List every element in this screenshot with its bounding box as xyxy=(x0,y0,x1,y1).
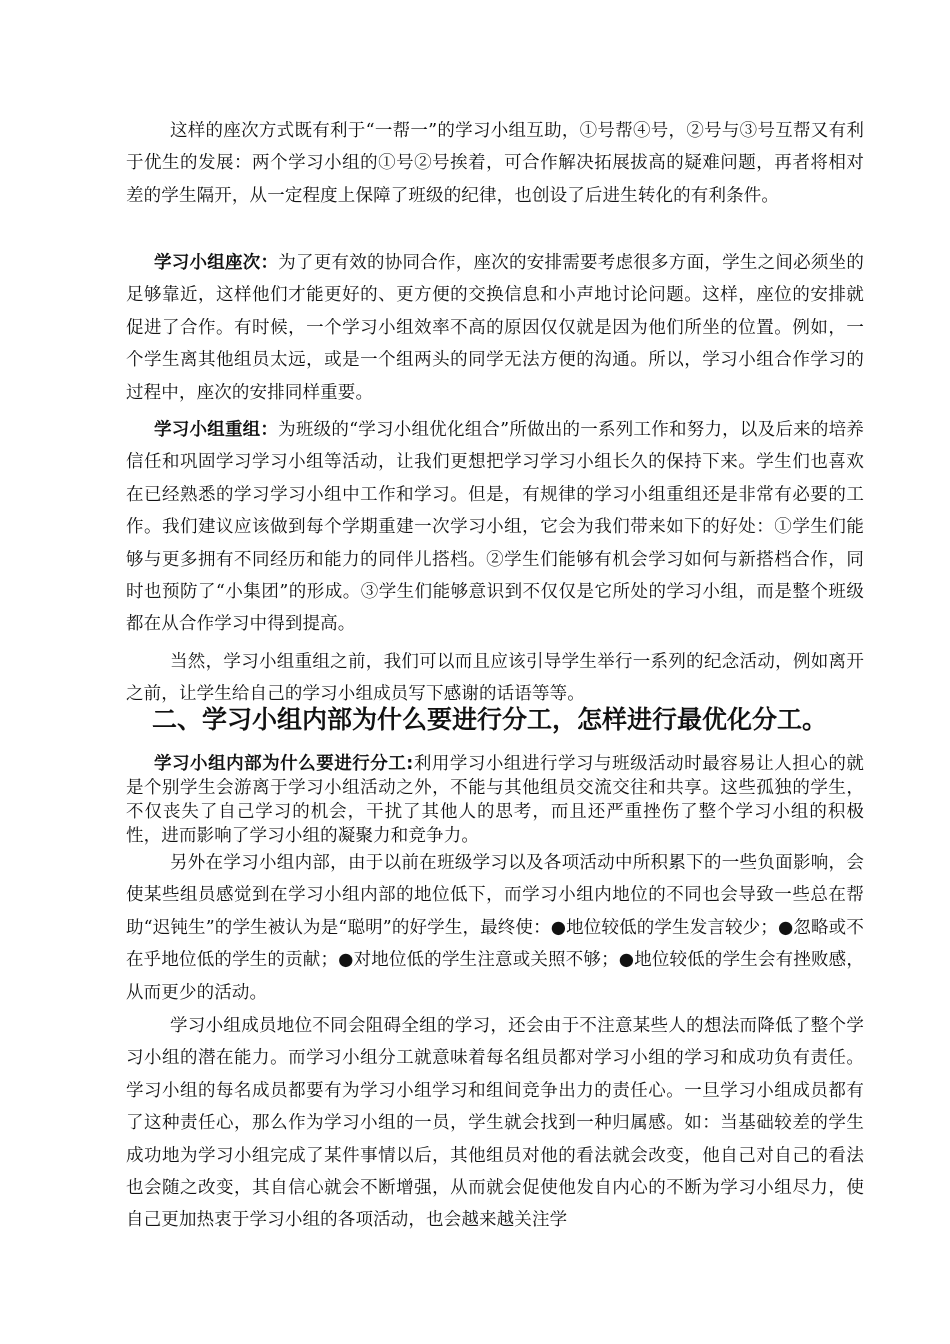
paragraph-lead: 学习小组重组： xyxy=(154,420,279,440)
section-heading: 二、学习小组内部为什么要进行分工，怎样进行最优化分工。 xyxy=(152,705,828,734)
paragraph-text: 利用学习小组进行学习与班级活动时最容易让人担心的就是个别学生会游离于学习小组活动之外，不能与其他组员交流交往和共享。这些孤独的学生，不仅丧失了自己学习的机会，干扰了其他人的思考，而且还严重挫伤了整个学习小组的积极性，进而影响了学习小组的凝聚力和竞争力。 xyxy=(126,754,864,846)
paragraph-text: 为班级的“学习小组优化组合”所做出的一系列工作和努力，以及后来的培养信任和巩固学习学习小组等活动，让我们更想把学习学习小组长久的保持下来。学生们也喜欢在已经熟悉的学习学习小组中工作和学习。但是，有规律的学习小组重组还是非常有必要的工作。我们建议应该做到每个学期重建一次学习小组，它会为我们带来如下的好处：①学生们能够与更多拥有不同经历和能力的同伴儿搭档。②学生们能够有机会学习如何与新搭档合作，同时也预防了“小集团”的形成。③学生们能够意识到不仅仅是它所处的学习小组，而是整个班级都在从合作学习中得到提高。 xyxy=(126,420,864,635)
paragraph-seating-benefits xyxy=(126,115,864,212)
paragraph-group-seating xyxy=(126,247,864,409)
paragraph-responsibility xyxy=(126,1010,864,1237)
paragraph-lead: 学习小组座次： xyxy=(154,253,279,273)
paragraph-why-divide-work xyxy=(126,752,864,848)
paragraph-status-differences xyxy=(126,847,864,1009)
paragraph-text: 当然，学习小组重组之前，我们可以而且应该引导学生举行一系列的纪念活动，例如离开之前，让学生给自己的学习小组成员写下感谢的话语等等。 xyxy=(126,652,864,705)
paragraph-lead: 学习小组内部为什么要进行分工: xyxy=(154,754,414,774)
paragraph-group-reorganization xyxy=(126,414,864,641)
paragraph-text: 这样的座次方式既有利于“一帮一”的学习小组互助，①号帮④号，②号与③号互帮又有利于优生的发展：两个学习小组的①号②号挨着，可合作解决拓展拔高的疑难问题，再者将相对差的学生隔开，从一定程度上保障了班级的纪律，也创设了后进生转化的有利条件。 xyxy=(126,121,864,206)
paragraph-text: 另外在学习小组内部，由于以前在班级学习以及各项活动中所积累下的一些负面影响，会使某些组员感觉到在学习小组内部的地位低下，而学习小组内地位的不同也会导致一些总在帮助“迟钝生”的学生被认为是“聪明”的好学生，最终使：●地位较低的学生发言较少；●忽略或不在乎地位低的学生的贡献；●对地位低的学生注意或关照不够；●地位较低的学生会有挫败感，从而更少的活动。 xyxy=(126,853,864,1003)
paragraph-text: 学习小组成员地位不同会阻碍全组的学习，还会由于不注意某些人的想法而降低了整个学习小组的潜在能力。而学习小组分工就意味着每名组员都对学习小组的学习和成功负有责任。学习小组的每名成员都要有为学习小组学习和组间竞争出力的责任心。一旦学习小组成员都有了这种责任心，那么作为学习小组的一员，学生就会找到一种归属感。如：当基础较差的学生成功地为学习小组完成了某件事情以后，其他组员对他的看法就会改变，他自己对自己的看法也会随之改变，其自信心就会不断增强，从而就会促使他发自内心的不断为学习小组尽力，使自己更加热衷于学习小组的各项活动，也会越来越关注学 xyxy=(126,1016,864,1231)
paragraph-text: 为了更有效的协同合作，座次的安排需要考虑很多方面，学生之间必须坐的足够靠近，这样他们才能更好的、更方便的交换信息和小声地讨论问题。这样，座位的安排就促进了合作。有时候，一个学习小组效率不高的原因仅仅就是因为他们所坐的位置。例如，一个学生离其他组员太远，或是一个组两头的同学无法方便的沟通。所以，学习小组合作学习的过程中，座次的安排同样重要。 xyxy=(126,253,864,403)
